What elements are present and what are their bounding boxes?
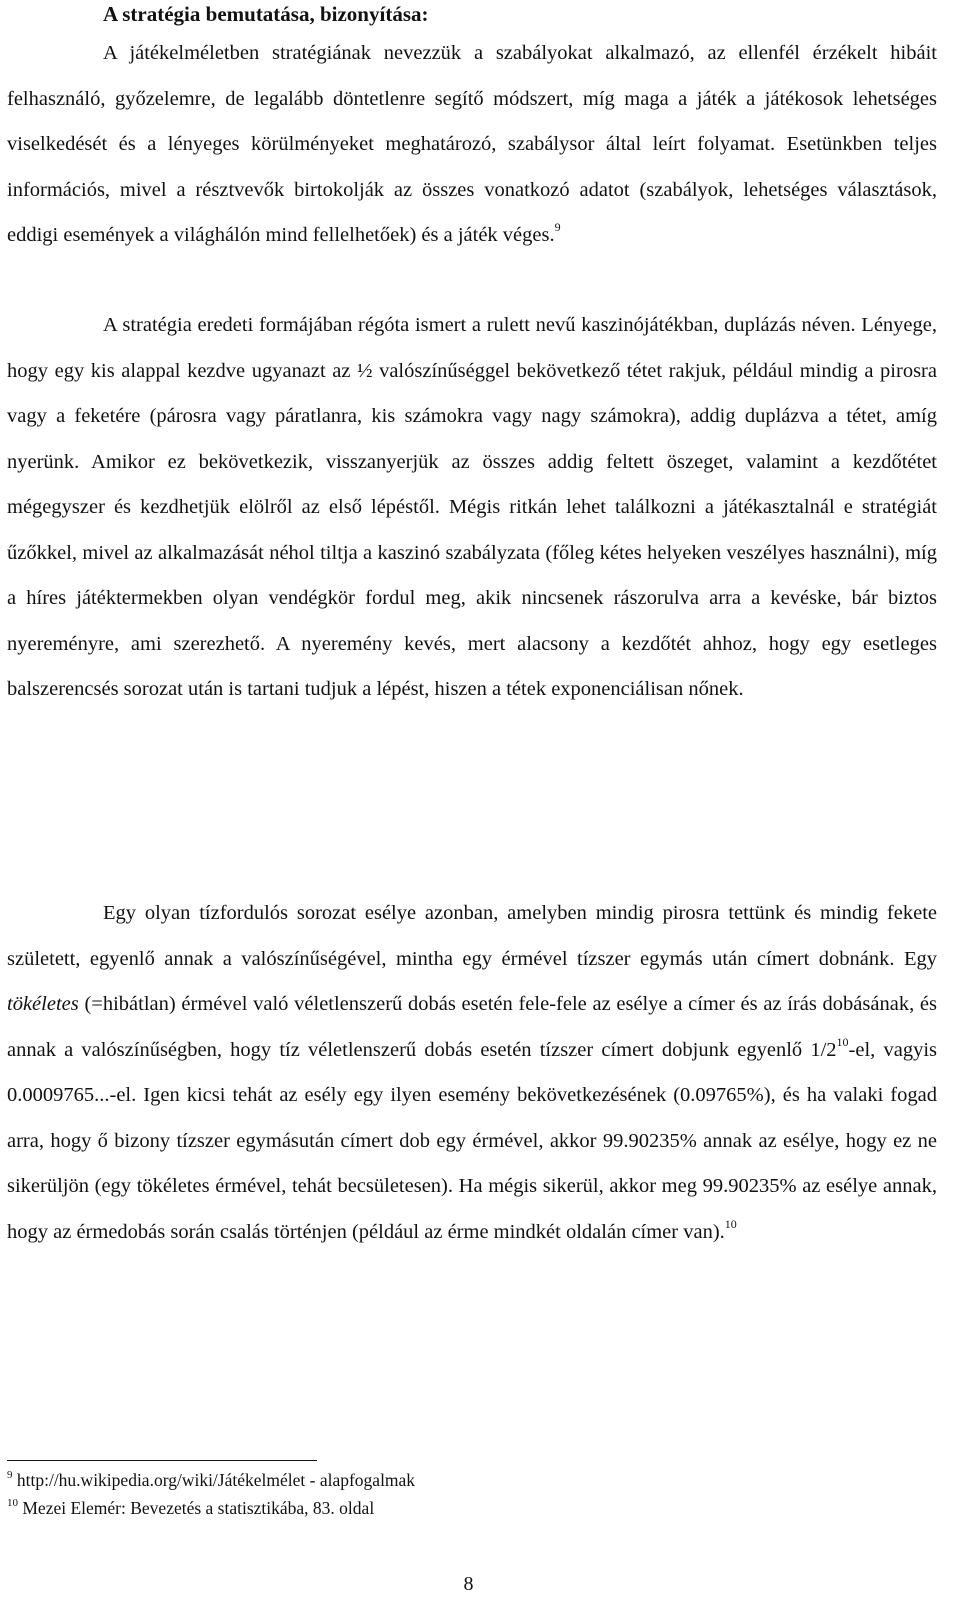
section-heading: A stratégia bemutatása, bizonyítása: [103,2,429,26]
footnote-reference[interactable]: 10 [724,1216,737,1231]
footnote-separator [7,1460,317,1461]
footnote-link[interactable]: http://hu.wikipedia.org/wiki/Játékelmélet - alapfogalmak [16,1470,416,1490]
footnote-number: 10 [7,1497,18,1510]
paragraph-text-part2: (=hibátlan) érmével való véletlenszerű dobás esetén fele-fele az esélye a címer és az írás dobásának, és annak a valószínűségben, hogy tíz véletlenszerű dobás esetén tízszer címert dobjunk egyenlő 1/2 [7,993,937,1061]
paragraph-game-theory [7,31,937,259]
footnotes [7,1466,907,1522]
paragraph-text: A játékelméletben stratégiának nevezzük a szabályokat alkalmazó, az ellenfél érzékelt hibáit felhasználó, győzelemre, de legalább döntetlenre segítő módszert, míg maga a játék a játékosok lehetséges viselkedését és a lényeges körülményeket meghatározó, szabálysor által leírt folyamat. Esetünkben teljes információs, mivel a résztvevők birtokolják az összes vonatkozó adatot (szabályok, lehetséges választások, eddigi események a világhálón mind fellelhetőek) és a játék véges. [7,42,937,246]
page-number: 8 [463,1573,474,1595]
footnote-item [7,1466,907,1494]
footnote-number: 9 [7,1469,13,1482]
footnote-reference[interactable]: 9 [554,220,561,235]
paragraph-roulette [7,303,937,713]
paragraph-coin-toss [7,891,937,1255]
paragraph-text-part3: -el, vagyis 0.0009765...-el. Igen kicsi tehát az esély egy ilyen esemény bekövetkezésének (0.09765%), és ha valaki fogad arra, hogy ő bizony tízszer egymásután címert dob egy érmével, akkor 99.90235% annak az esélye, hogy ez ne sikerüljön (egy tökéletes érmével, tehát becsületesen). Ha mégis sikerül, akkor meg 99.90235% az esélye annak, hogy az érmedobás során csalás történjen (például az érme mindkét oldalán címer van). [7,1038,937,1243]
italic-term: tökéletes [7,993,79,1015]
footnote-item [7,1494,907,1522]
paragraph-text-part1: Egy olyan tízfordulós sorozat esélye azonban, amelyben mindig pirosra tettünk és mindig fekete született, egyenlő annak a valószínűségével, mintha egy érmével tízszer egymás után címert dobnánk. Egy [7,902,937,970]
paragraph-text: A stratégia eredeti formájában régóta ismert a rulett nevű kaszinójátékban, duplázás néven. Lényege, hogy egy kis alappal kezdve ugyanazt az ½ valószínűséggel bekövetkező tétet rakjuk, például mindig a pirosra vagy a feketére (párosra vagy páratlanra, kis számokra vagy nagy számokra), addig duplázva a tétet, amíg nyerünk. Amikor ez bekövetkezik, visszanyerjük az összes addig feltett öszeget, valamint a kezdőtétet mégegyszer és kezdhetjük elölről az első lépéstől. Mégis ritkán lehet találkozni a játékasztalnál e stratégiát űzőkkel, mivel az alkalmazását néhol tiltja a kaszinó szabályzata (főleg kétes helyeken veszélyes használni), míg a híres játéktermekben olyan vendégkör fordul meg, akik nincsenek rászorulva arra a kevéske, bár biztos nyereményre, ami szerezhető. A nyeremény kevés, mert alacsony a kezdőtét ahhoz, hogy egy esetleges balszerencsés sorozat után is tartani tudjuk a lépést, hiszen a tétek exponenciálisan nőnek. [7,314,937,700]
exponent: 10 [836,1034,849,1049]
footnote-text: Mezei Elemér: Bevezetés a statisztikába, 83. oldal [22,1498,375,1518]
